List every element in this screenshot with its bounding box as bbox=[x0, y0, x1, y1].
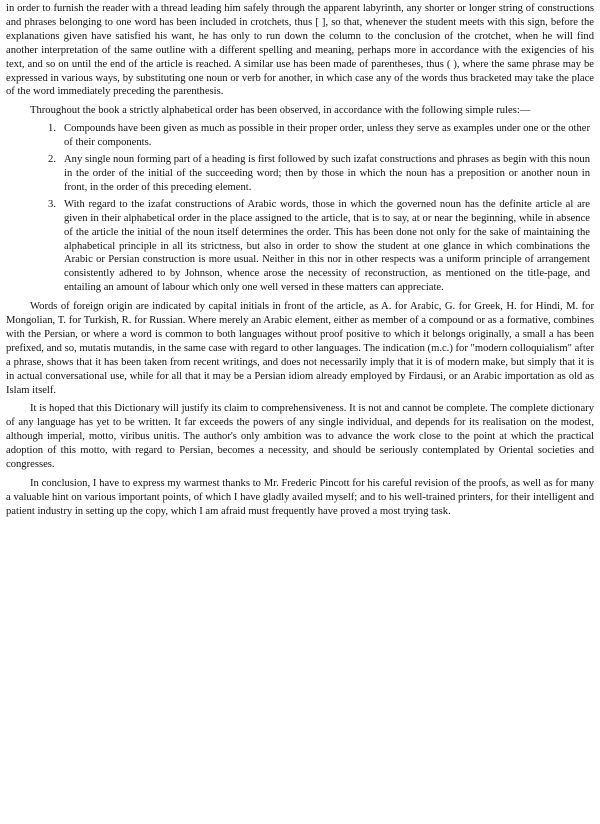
rule-number: 2. bbox=[48, 154, 56, 166]
paragraph-alphabetical-order: Throughout the book a strictly alphabetical order has been observed, in accordance with the following simple rules:— bbox=[30, 105, 531, 117]
rule-text: Compounds have been given as much as possible in their proper order, unless they serve as examples under one or the other of their components. bbox=[64, 123, 590, 149]
rule-item bbox=[6, 198, 594, 295]
paragraph-foreign-origin: Words of foreign origin are indicated by capital initials in front of the article, as A. for Arabic, G. for Greek, H. for Hindi, M. for Mongolian, T. for Turkish, R. for Russian. Where merely an Arabic element, either as member of a compound or as a formative, combines with the Persian, or where a word is common to both languages without proof positive to which it belongs originally, a small a has been prefixed, and so, mutatis mutandis, in the same case with regard to other languages. The indication (m.c.) for "modern colloquialism" after a phrase, shows that it has been taken from recent writings, and does not necessarily imply that it is of modern make, but simply that it is in actual conversational use, while for all that it may be a Persian idiom already employed by Firdausi, or an Arabic importation as old as Islam itself. bbox=[6, 301, 594, 396]
rules-list bbox=[6, 122, 594, 295]
rule-item bbox=[6, 122, 594, 150]
rule-number: 1. bbox=[48, 123, 56, 135]
paragraph-acknowledgements: In conclusion, I have to express my warmest thanks to Mr. Frederic Pincott for his careful revision of the proofs, as well as for many a valuable hint on various important points, of which I have gladly availed myself; and to his well-trained printers, for their intelligent and patient industry in setting up the copy, which I am afraid must frequently have proved a most trying task. bbox=[6, 478, 594, 517]
rule-item bbox=[6, 153, 594, 195]
rule-text: With regard to the izafat constructions of Arabic words, those in which the governed noun has the definite article al are given in their alphabetical order in the place assigned to the article, that is to say, at or near the beginning, while in absence of the article the initial of the noun itself determines the order. This has been done not only for the sake of maintaining the alphabetical principle in all its strictness, but also in order to show the student at one glance in which combinations the Arabic or Persian construction is more usual. Neither in this nor in other respects was a uniform principle of arrangement consistently adhered to by Johnson, whence arose the necessity of reconstruction, as mentioned on the title-page, and entailing an amount of labour which only one well versed in these matters can appreciate. bbox=[64, 198, 590, 294]
rule-text: Any single noun forming part of a heading is first followed by such izafat constructions and phrases as begin with this noun in the order of the initial of the succeeding word; then by those in which the noun has a preposition or another noun in front, in the order of this preceding element. bbox=[64, 154, 590, 193]
paragraph-crotchets: in order to furnish the reader with a thread leading him safely through the apparent labyrinth, any shorter or longer string of constructions and phrases belonging to one word has been included in crotchets, thus [ ], so that, whenever the student meets with this sign, before the explanations given have satisfied his want, he has only to run down the column to the conclusion of the crotchet, when he will find another interpretation of the same outline with a different spelling and meaning, perhaps more in accordance with the exigencies of his text, and so on until the end of the article is reached. A similar use has been made of parentheses, thus ( ), where the same phrase may be expressed in various ways, by substituting one noun or verb for another, in which case any of the words thus bracketed may take the place of the word immediately preceding the parenthesis. bbox=[6, 3, 594, 98]
rule-number: 3. bbox=[48, 198, 56, 210]
paragraph-comprehensiveness: It is hoped that this Dictionary will justify its claim to comprehensiveness. It is not and cannot be complete. The complete dictionary of any language has yet to be written. It far exceeds the powers of any single individual, and depends for its realisation on the modest, although imperial, motto, viribus unitis. The author's only ambition was to advance the work close to the point at which the practical adoption of this motto, with regard to Persian, becomes a necessity, and should be seriously contemplated by Oriental societies and congresses. bbox=[6, 403, 594, 471]
